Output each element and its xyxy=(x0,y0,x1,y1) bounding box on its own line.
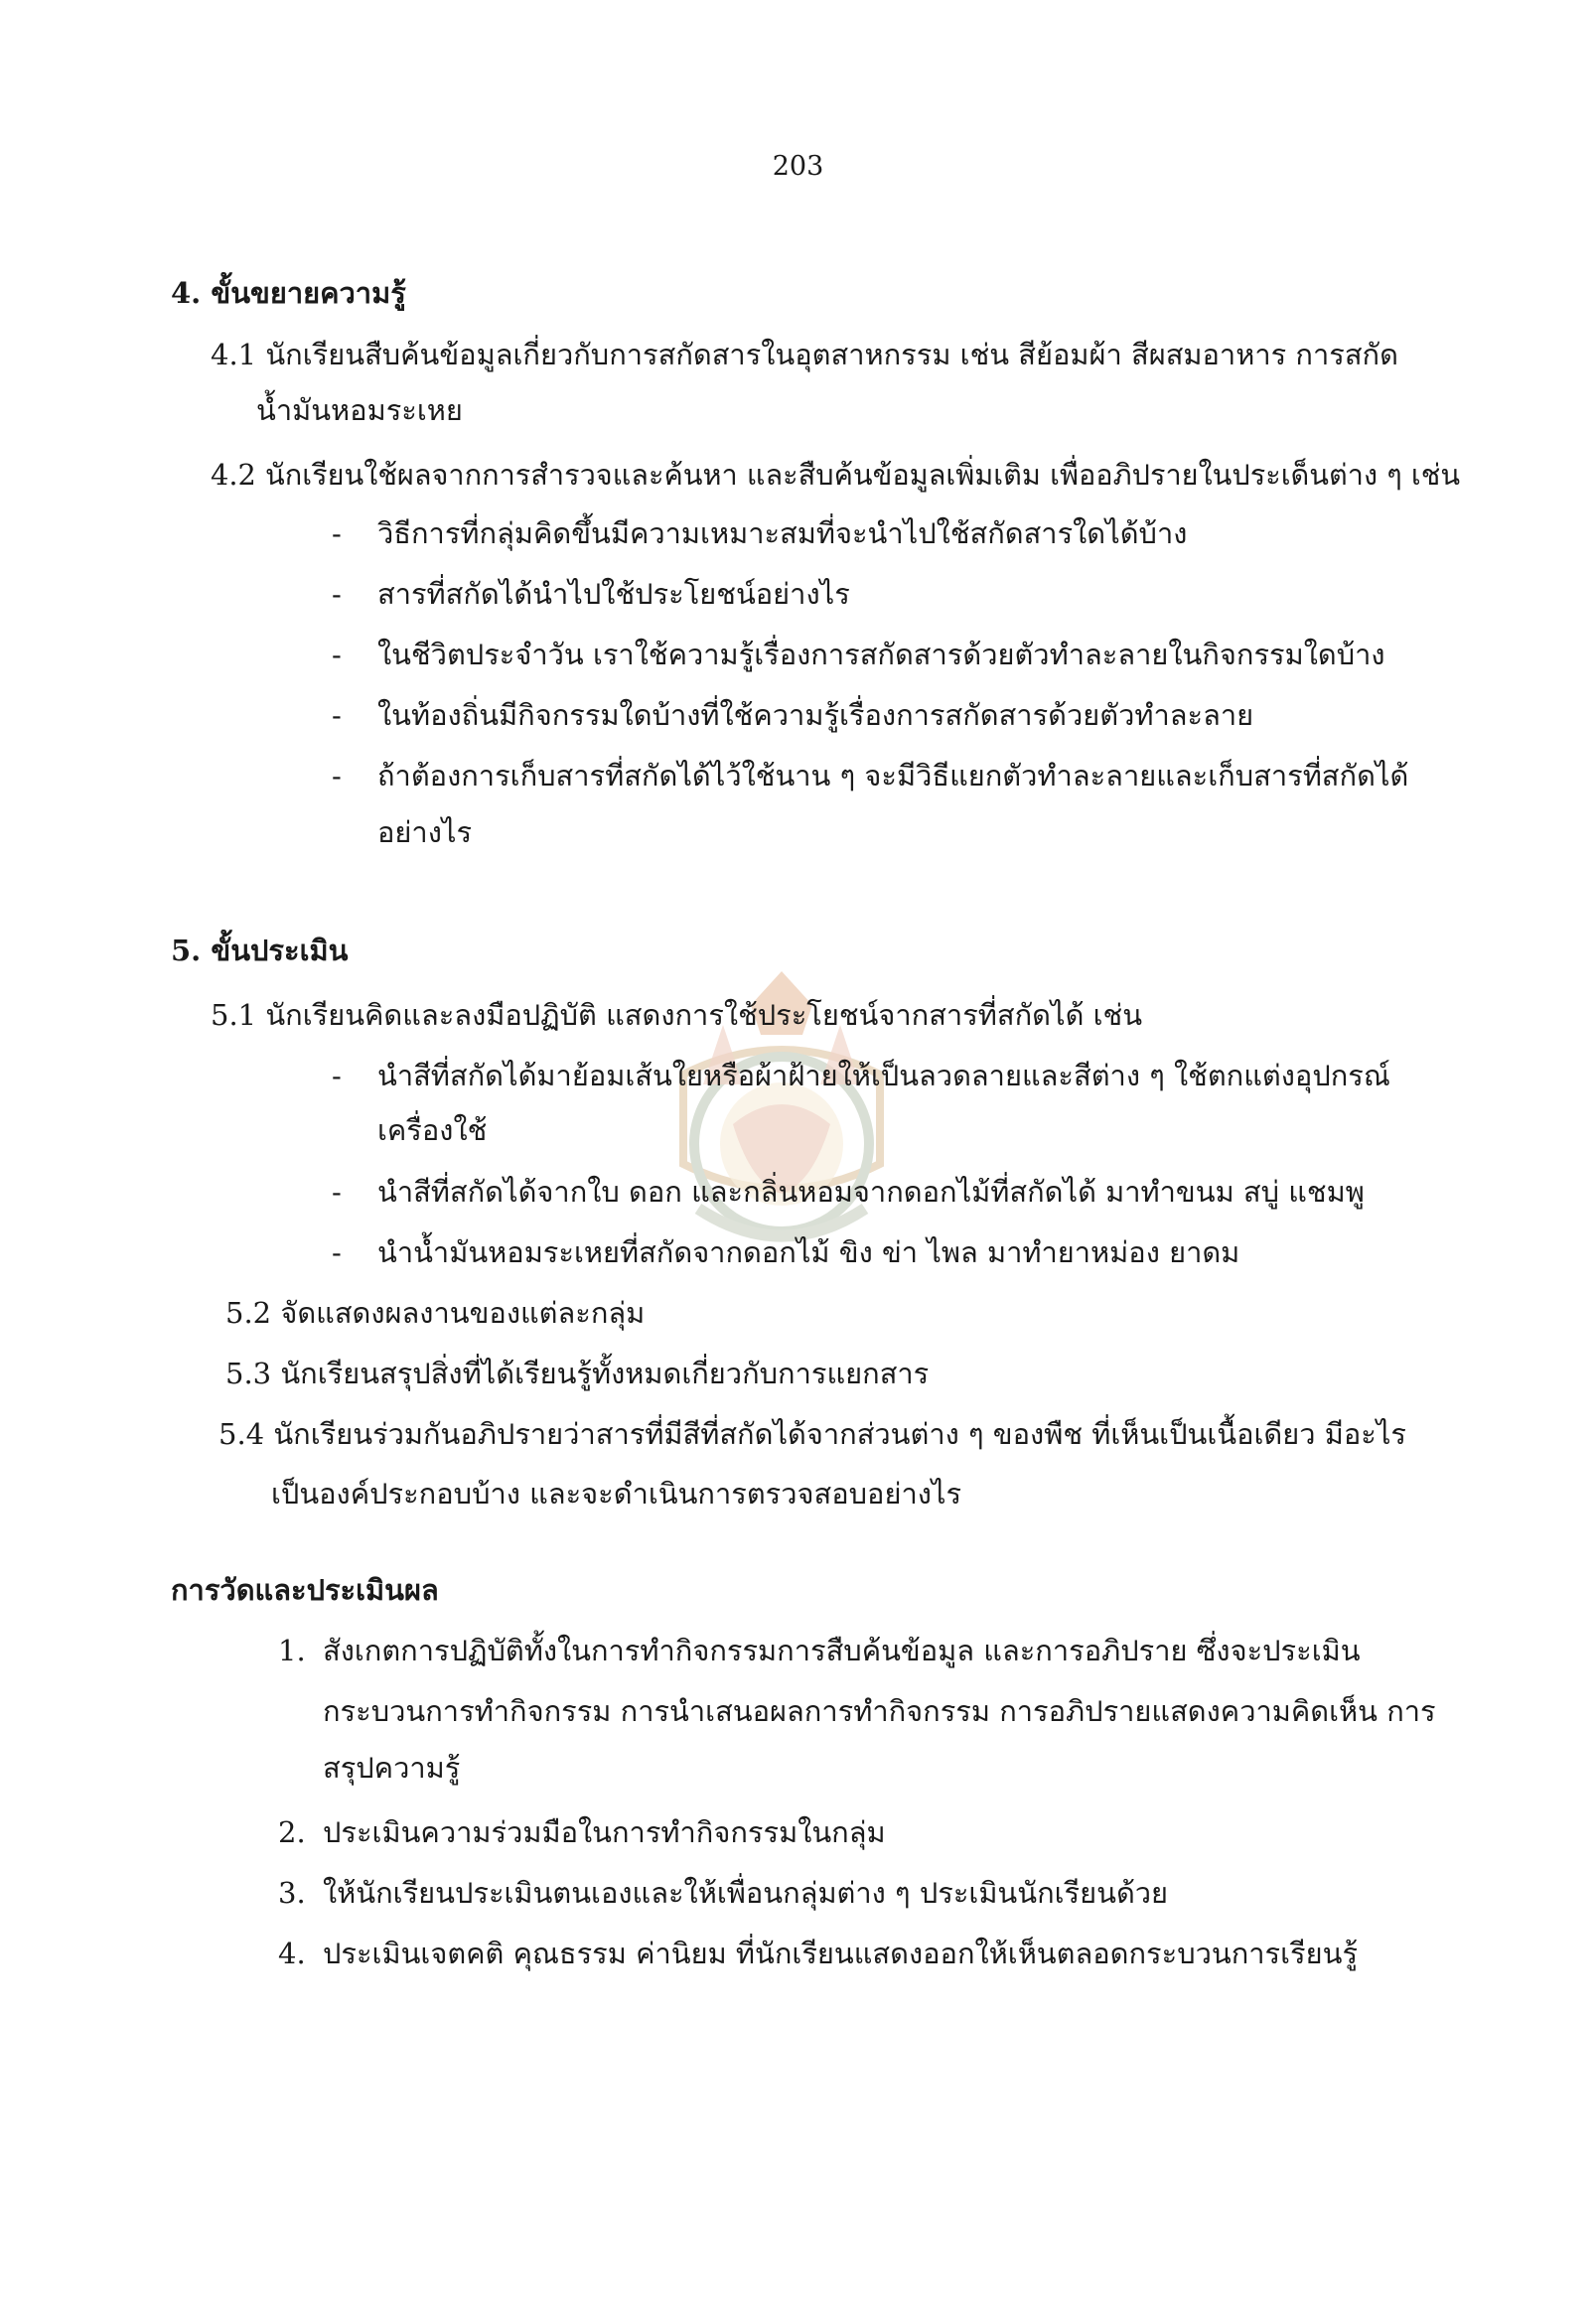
section-5-bullet-1-line-2: เครื่องใช้ xyxy=(377,1113,488,1147)
evaluation-item-1-line-2: กระบวนการทำกิจกรรม การนำเสนอผลการทำกิจกรรม การอภิปรายแสดงความคิดเห็น การ xyxy=(323,1694,1436,1728)
page-number: 203 xyxy=(772,151,824,182)
section-4-bullet-2: สารที่สกัดได้นำไปใช้ประโยชน์อย่างไร xyxy=(377,577,850,611)
section-4-bullet-1: วิธีการที่กลุ่มคิดขึ้นมีความเหมาะสมที่จะนำไปใช้สกัดสารใดได้บ้าง xyxy=(377,516,1188,550)
section-5-heading: 5. ขั้นประเมิน xyxy=(171,934,349,967)
bullet-dash: - xyxy=(332,698,342,732)
section-5-item-3: 5.3 นักเรียนสรุปสิ่งที่ได้เรียนรู้ทั้งหมดเกี่ยวกับการแยกสาร xyxy=(225,1357,930,1390)
section-4-heading: 4. ขั้นขยายความรู้ xyxy=(171,276,406,310)
evaluation-item-1-number: 1. xyxy=(278,1634,306,1667)
bullet-dash: - xyxy=(332,577,342,611)
section-4-bullet-5-line-2: อย่างไร xyxy=(377,815,473,849)
section-5-item-2: 5.2 จัดแสดงผลงานของแต่ละกลุ่ม xyxy=(225,1296,646,1330)
section-4-item-1-line-1: 4.1 นักเรียนสืบค้นข้อมูลเกี่ยวกับการสกัดสารในอุตสาหกรรม เช่น สีย้อมผ้า สีผสมอาหาร การสกัด xyxy=(211,338,1398,371)
section-5-bullet-2: นำสีที่สกัดได้จากใบ ดอก และกลิ่นหอมจากดอกไม้ที่สกัดได้ มาทำขนม สบู่ แชมพู xyxy=(377,1175,1365,1209)
section-4-item-2: 4.2 นักเรียนใช้ผลจากการสำรวจและค้นหา และสืบค้นข้อมูลเพิ่มเติม เพื่ออภิปรายในประเด็นต่าง ๆ เช่น xyxy=(211,458,1461,492)
section-4-bullet-5-line-1: ถ้าต้องการเก็บสารที่สกัดได้ไว้ใช้นาน ๆ จะมีวิธีแยกตัวทำละลายและเก็บสารที่สกัดได้ xyxy=(377,759,1409,792)
bullet-dash: - xyxy=(332,516,342,550)
section-5-item-4-line-2: เป็นองค์ประกอบบ้าง และจะดำเนินการตรวจสอบอย่างไร xyxy=(271,1477,962,1511)
section-4-bullet-4: ในท้องถิ่นมีกิจกรรมใดบ้างที่ใช้ความรู้เรื่องการสกัดสารด้วยตัวทำละลาย xyxy=(377,698,1254,732)
evaluation-item-2: ประเมินความร่วมมือในการทำกิจกรรมในกลุ่ม xyxy=(323,1815,886,1849)
section-5-item-4-line-1: 5.4 นักเรียนร่วมกันอภิปรายว่าสารที่มีสีที่สกัดได้จากส่วนต่าง ๆ ของพืช ที่เห็นเป็นเนื้อเดียว มีอะไร xyxy=(218,1417,1406,1451)
evaluation-item-3-number: 3. xyxy=(278,1876,306,1910)
evaluation-item-3: ให้นักเรียนประเมินตนเองและให้เพื่อนกลุ่มต่าง ๆ ประเมินนักเรียนด้วย xyxy=(323,1876,1169,1910)
evaluation-item-4: ประเมินเจตคติ คุณธรรม ค่านิยม ที่นักเรียนแสดงออกให้เห็นตลอดกระบวนการเรียนรู้ xyxy=(323,1937,1359,1970)
bullet-dash: - xyxy=(332,1175,342,1209)
section-5-item-1: 5.1 นักเรียนคิดและลงมือปฏิบัติ แสดงการใช้ประโยชน์จากสารที่สกัดได้ เช่น xyxy=(211,998,1143,1032)
bullet-dash: - xyxy=(332,638,342,671)
section-5-bullet-3: นำน้ำมันหอมระเหยที่สกัดจากดอกไม้ ขิง ข่า ไพล มาทำยาหม่อง ยาดม xyxy=(377,1235,1240,1269)
evaluation-item-4-number: 4. xyxy=(278,1937,306,1970)
bullet-dash: - xyxy=(332,1235,342,1269)
section-5-bullet-1-line-1: นำสีที่สกัดได้มาย้อมเส้นใยหรือผ้าฝ้ายให้เป็นลวดลายและสีต่าง ๆ ใช้ตกแต่งอุปกรณ์ xyxy=(377,1059,1390,1092)
evaluation-heading: การวัดและประเมินผล xyxy=(171,1573,439,1607)
bullet-dash: - xyxy=(332,1059,342,1092)
evaluation-item-1-line-3: สรุปความรู้ xyxy=(323,1751,461,1785)
evaluation-item-1-line-1: สังเกตการปฏิบัติทั้งในการทำกิจกรรมการสืบค้นข้อมูล และการอภิปราย ซึ่งจะประเมิน xyxy=(323,1634,1361,1667)
section-4-bullet-3: ในชีวิตประจำวัน เราใช้ความรู้เรื่องการสกัดสารด้วยตัวทำละลายในกิจกรรมใดบ้าง xyxy=(377,638,1385,671)
evaluation-item-2-number: 2. xyxy=(278,1815,306,1849)
bullet-dash: - xyxy=(332,759,342,792)
section-4-item-1-line-2: น้ำมันหอมระเหย xyxy=(256,393,463,427)
